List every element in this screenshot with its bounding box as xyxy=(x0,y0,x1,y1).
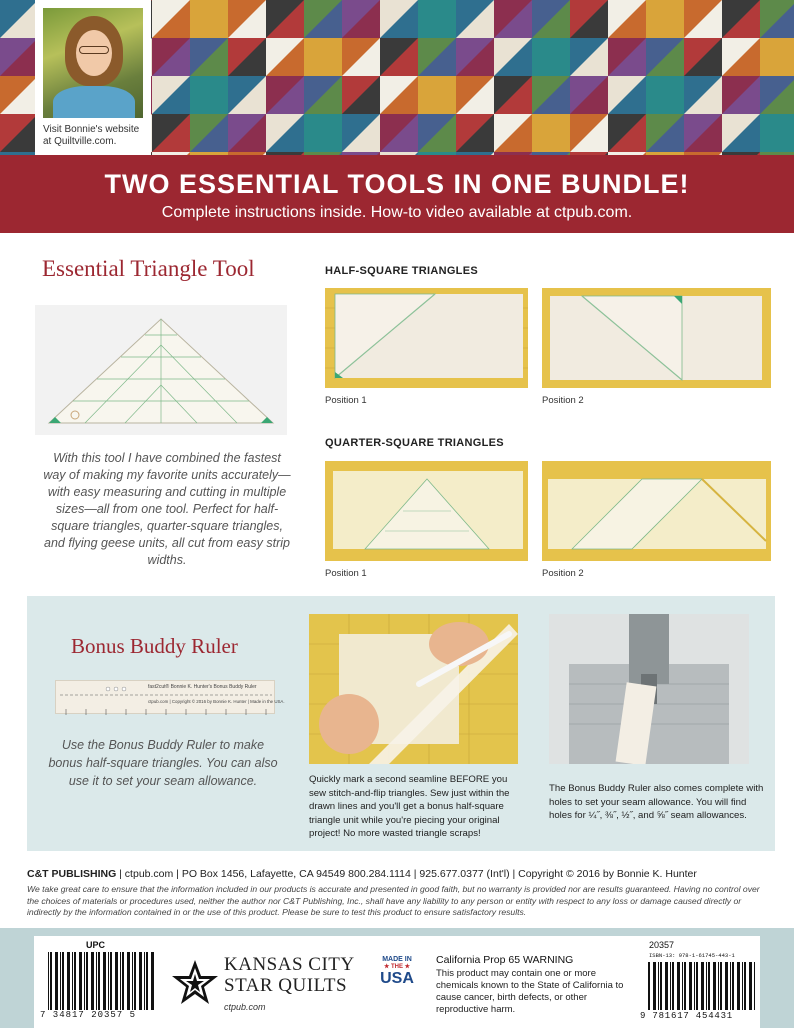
banner-subtitle: Complete instructions inside. How-to video available at ctpub.com. xyxy=(161,204,633,221)
prop65-text: This product may contain one or more chemicals known to the State of California to cause cancer, birth defects, or other reproductive harm. xyxy=(436,968,624,1015)
bottom-bar xyxy=(0,928,794,1028)
barcode-panel xyxy=(34,936,760,1028)
essential-tool-title: Essential Triangle Tool xyxy=(42,256,255,281)
hst-position-2-photo xyxy=(542,288,771,388)
author-photo-card xyxy=(35,0,151,155)
qst-position-1-photo xyxy=(325,461,528,561)
brand-url: ctpub.com xyxy=(224,1002,266,1012)
marking-seamline-photo xyxy=(309,614,518,764)
qst-position-1-label: Position 1 xyxy=(325,568,367,579)
qst-position-2-photo xyxy=(542,461,771,561)
the-text: THE xyxy=(391,964,403,970)
isbn-barcode xyxy=(646,962,758,1010)
brand-name xyxy=(224,954,355,996)
publisher-details: | ctpub.com | PO Box 1456, Lafayette, CA 94549 800.284.1114 | 925.677.0377 (Int'l) | Copyright © 2016 by Bonnie K. Hunter xyxy=(116,868,697,880)
upc-label: UPC xyxy=(86,940,106,950)
bonus-ruler-title: Bonus Buddy Ruler xyxy=(71,634,238,658)
banner-title: TWO ESSENTIAL TOOLS IN ONE BUNDLE! xyxy=(104,169,690,199)
essential-tool-description: With this tool I have combined the fastest way of making my favorite units accurately—with easy measuring and cutting in multiple sizes—all from one tool. Perfect for half-square triangles, quarter-square triangles, and flying geese units, all cut from easy strip widths. xyxy=(43,451,291,567)
seam-allowance-caption: The Bonus Buddy Ruler also comes complete with holes to set your seam allowance. You will find holes for ¼˝, ⅜˝, ½˝, and ⅝˝ seam allowances. xyxy=(549,783,764,821)
marking-caption: Quickly mark a second seamline BEFORE you sew stitch-and-flip triangles. Sew just within the drawn lines and you'll get a bonus half-square triangle unit while you're piecing your original project! No more wasted triangle scraps! xyxy=(309,774,510,839)
prop65-title: California Prop 65 WARNING xyxy=(436,954,574,966)
promo-banner xyxy=(0,155,794,233)
hst-position-1-label: Position 1 xyxy=(325,395,367,406)
brand-line-1: KANSAS CITY xyxy=(224,954,355,975)
usa-text: USA xyxy=(380,970,414,987)
item-code: 20357 xyxy=(649,940,675,950)
brand-line-2: STAR QUILTS xyxy=(224,975,348,996)
isbn-number: 9 781617 454431 xyxy=(640,1011,734,1021)
bonus-buddy-section xyxy=(27,596,775,851)
publisher-name: C&T PUBLISHING xyxy=(27,868,117,880)
sewing-machine-photo xyxy=(549,614,749,764)
isbn-small: ISBN-13: 978-1-61745-443-1 xyxy=(649,952,735,959)
triangle-tool-image xyxy=(35,305,287,435)
upc-number: 7 34817 20357 5 xyxy=(40,1010,137,1020)
photo-caption: Visit Bonnie's website at Quiltville.com. xyxy=(43,124,140,147)
ruler-imprint: fast2cut® Bonnie K. Hunter's Bonus Buddy Ruler xyxy=(148,684,257,690)
star-logo-icon xyxy=(170,958,220,1008)
ruler-imprint-2: ctpub.com | Copyright © 2016 by Bonnie K. Hunter | Made in the USA. xyxy=(148,699,285,704)
author-photo xyxy=(43,8,143,118)
upc-barcode xyxy=(46,952,156,1010)
half-square-label: HALF-SQUARE TRIANGLES xyxy=(325,265,478,277)
hst-position-2-label: Position 2 xyxy=(542,395,584,406)
disclaimer: We take great care to ensure that the information included in our products is accurate and presented in good faith, but no warranty is provided nor are results guaranteed. Having no control over the choices of materials or procedures used, neither the author nor C&T Publishing, Inc., shall have any liability to any person or entity with respect to any loss or damage caused directly or indirectly by the information contained in or the use of this product. Please be sure to test this product to ensure satisfactory results. xyxy=(27,884,760,917)
bonus-ruler-description: Use the Bonus Buddy Ruler to make bonus half-square triangles. You can also use it to set your seam allowance. xyxy=(48,738,278,788)
usa-flag-star-icon: ★ THE ★ xyxy=(383,964,411,970)
bonus-ruler-image xyxy=(55,680,285,714)
hst-position-1-photo xyxy=(325,288,528,388)
publisher-line xyxy=(27,868,697,880)
made-in-text: MADE IN xyxy=(382,956,412,963)
made-in-usa-badge xyxy=(376,956,418,1004)
quarter-square-label: QUARTER-SQUARE TRIANGLES xyxy=(325,437,504,449)
qst-position-2-label: Position 2 xyxy=(542,568,584,579)
